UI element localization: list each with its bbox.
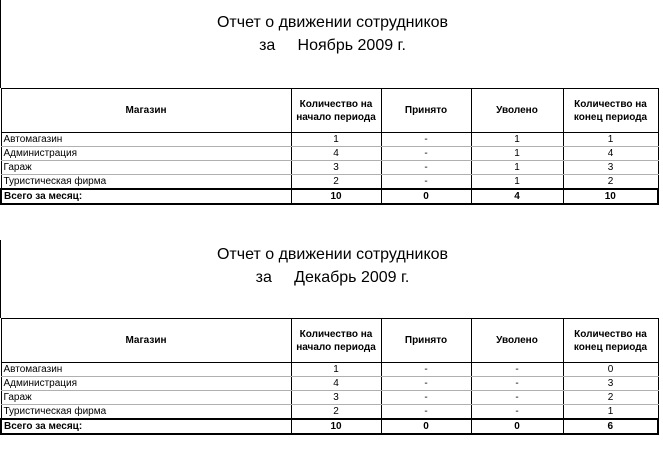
cell-start: 2 xyxy=(291,175,381,190)
cell-start: 4 xyxy=(291,377,381,391)
total-label: Всего за месяц: xyxy=(1,419,291,434)
total-end: 10 xyxy=(563,189,658,204)
header-store: Магазин xyxy=(1,89,291,133)
employee-movement-table xyxy=(0,318,659,435)
cell-end: 2 xyxy=(563,175,658,190)
total-end: 6 xyxy=(563,419,658,434)
report-december xyxy=(0,240,663,445)
cell-hired: - xyxy=(381,175,471,190)
cell-start: 3 xyxy=(291,161,381,175)
table-row xyxy=(1,175,658,190)
cell-fired: - xyxy=(471,377,563,391)
cell-hired: - xyxy=(381,161,471,175)
total-start: 10 xyxy=(291,189,381,204)
cell-hired: - xyxy=(381,363,471,377)
total-fired: 0 xyxy=(471,419,563,434)
cell-start: 4 xyxy=(291,147,381,161)
total-hired: 0 xyxy=(381,419,471,434)
header-fired: Уволено xyxy=(471,89,563,133)
total-label: Всего за месяц: xyxy=(1,189,291,204)
table-row xyxy=(1,133,658,147)
report-title: Отчет о движении сотрудников xyxy=(216,246,449,263)
total-start: 10 xyxy=(291,419,381,434)
header-end-count: Количество на конец периода xyxy=(563,319,658,363)
report-title-area xyxy=(0,240,663,318)
cell-hired: - xyxy=(381,133,471,147)
cell-store: Автомагазин xyxy=(1,133,291,147)
cell-end: 0 xyxy=(563,363,658,377)
cell-hired: - xyxy=(381,147,471,161)
total-row xyxy=(1,419,658,434)
cell-end: 3 xyxy=(563,161,658,175)
total-hired: 0 xyxy=(381,189,471,204)
report-title-area xyxy=(0,0,663,88)
cell-end: 2 xyxy=(563,391,658,405)
header-fired: Уволено xyxy=(471,319,563,363)
cell-store: Туристическая фирма xyxy=(1,175,291,190)
header-store: Магазин xyxy=(1,319,291,363)
report-november xyxy=(0,0,663,207)
header-row xyxy=(1,319,658,363)
cell-start: 1 xyxy=(291,363,381,377)
total-row xyxy=(1,189,658,204)
cell-hired: - xyxy=(381,405,471,420)
table-row xyxy=(1,391,658,405)
cell-fired: - xyxy=(471,391,563,405)
cell-store: Администрация xyxy=(1,147,291,161)
cell-end: 1 xyxy=(563,133,658,147)
header-start-count: Количество на начало периода xyxy=(291,89,381,133)
cell-end: 3 xyxy=(563,377,658,391)
table-row xyxy=(1,377,658,391)
cell-fired: 1 xyxy=(471,175,563,190)
header-hired: Принято xyxy=(381,319,471,363)
table-row xyxy=(1,161,658,175)
table-row xyxy=(1,363,658,377)
cell-fired: 1 xyxy=(471,133,563,147)
cell-store: Администрация xyxy=(1,377,291,391)
header-hired: Принято xyxy=(381,89,471,133)
table-row xyxy=(1,147,658,161)
cell-start: 3 xyxy=(291,391,381,405)
cell-fired: - xyxy=(471,405,563,420)
header-start-count: Количество на начало периода xyxy=(291,319,381,363)
cell-end: 1 xyxy=(563,405,658,420)
cell-start: 1 xyxy=(291,133,381,147)
report-period: за Декабрь 2009 г. xyxy=(255,269,410,286)
cell-hired: - xyxy=(381,391,471,405)
table-row xyxy=(1,405,658,420)
cell-end: 4 xyxy=(563,147,658,161)
cell-start: 2 xyxy=(291,405,381,420)
cell-store: Туристическая фирма xyxy=(1,405,291,420)
cell-fired: - xyxy=(471,363,563,377)
employee-movement-table xyxy=(0,88,659,205)
cell-fired: 1 xyxy=(471,161,563,175)
cell-store: Автомагазин xyxy=(1,363,291,377)
header-end-count: Количество на конец периода xyxy=(563,89,658,133)
total-fired: 4 xyxy=(471,189,563,204)
cell-store: Гараж xyxy=(1,391,291,405)
report-period: за Ноябрь 2009 г. xyxy=(259,37,406,54)
report-title: Отчет о движении сотрудников xyxy=(216,14,449,31)
cell-fired: 1 xyxy=(471,147,563,161)
cell-store: Гараж xyxy=(1,161,291,175)
header-row xyxy=(1,89,658,133)
cell-hired: - xyxy=(381,377,471,391)
